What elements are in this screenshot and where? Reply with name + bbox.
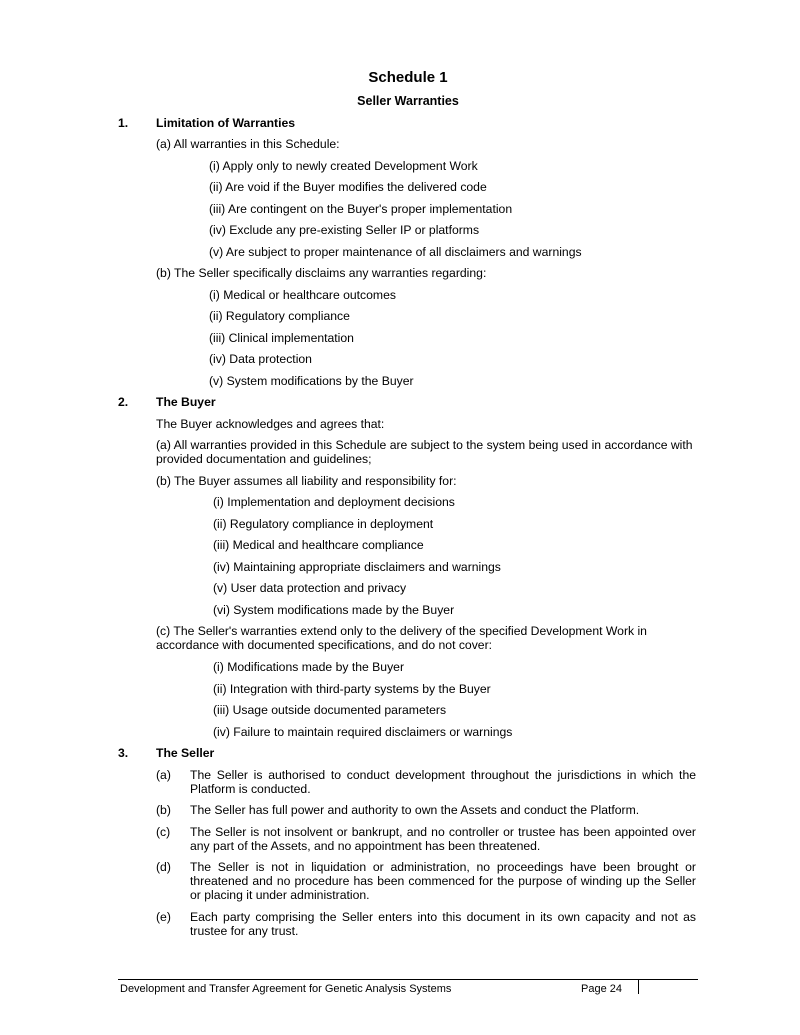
list-item: (ii) Integration with third-party systems by the Buyer [213,682,491,696]
section-3b-text: The Seller has full power and authority to own the Assets and conduct the Platform. [190,803,640,817]
list-item: (i) Implementation and deployment decisions [213,495,455,509]
section-3-number: 3. [118,746,129,760]
section-2-number: 2. [118,395,129,409]
list-item: (ii) Are void if the Buyer modifies the delivered code [209,180,487,194]
section-2a-text: (a) All warranties provided in this Schedule are subject to the system being used in accordance with provided documentation and guidelines; [156,438,693,466]
section-1-number: 1. [118,116,129,130]
section-2-intro: The Buyer acknowledges and agrees that: [156,417,385,431]
schedule-title: Schedule 1 [368,69,448,86]
list-item: (i) Medical or healthcare outcomes [209,288,396,302]
list-item: (iii) Are contingent on the Buyer's proper implementation [209,202,513,216]
list-item: (ii) Regulatory compliance in deployment [213,517,434,531]
list-item: (iv) Maintaining appropriate disclaimers and warnings [213,560,501,574]
section-1-heading: Limitation of Warranties [156,116,296,130]
list-item: (i) Apply only to newly created Development Work [209,159,478,173]
footer-divider [118,979,698,980]
list-item: (iii) Usage outside documented parameters [213,703,447,717]
list-item: (iv) Exclude any pre-existing Seller IP or platforms [209,223,480,237]
list-item: (v) Are subject to proper maintenance of all disclaimers and warnings [209,245,582,259]
section-2b-text: (b) The Buyer assumes all liability and responsibility for: [156,474,457,488]
list-item: (vi) System modifications made by the Buyer [213,603,455,617]
footer-page-number: Page 24 [581,983,622,995]
section-3e-text: Each party comprising the Seller enters into this document in its own capacity and not as trustee for any trust. [190,910,696,938]
section-3d-text: The Seller is not in liquidation or administration, no proceedings have been brought or threatened and no procedure has been commenced for the purpose of winding up the Seller or placing it under administration. [190,860,696,902]
list-item: (ii) Regulatory compliance [209,309,350,323]
list-item: (v) User data protection and privacy [213,581,407,595]
section-1b-text: (b) The Seller specifically disclaims any warranties regarding: [156,266,487,280]
list-item: (iii) Clinical implementation [209,331,354,345]
section-3-heading: The Seller [156,746,215,760]
list-item: (iv) Failure to maintain required disclaimers or warnings [213,725,513,739]
section-3b-label: (b) [156,803,171,817]
list-item: (i) Modifications made by the Buyer [213,660,405,674]
section-3c-text: The Seller is not insolvent or bankrupt, and no controller or trustee has been appointed over any part of the Assets, and no appointment has been threatened. [190,825,696,853]
section-1a-text: (a) All warranties in this Schedule: [156,137,340,151]
section-2c-text: (c) The Seller's warranties extend only to the delivery of the specified Development Work in accordance with documented specifications, and do not cover: [156,624,647,652]
section-3d-label: (d) [156,860,171,874]
footer-document-title: Development and Transfer Agreement for Genetic Analysis Systems [120,983,452,995]
section-3c-label: (c) [156,825,171,839]
footer-divider-tick [638,980,639,994]
section-3e-label: (e) [156,910,171,924]
section-3a-label: (a) [156,768,171,782]
list-item: (iii) Medical and healthcare compliance [213,538,424,552]
section-3a-text: The Seller is authorised to conduct development throughout the jurisdictions in which the Platform is conducted. [190,768,696,796]
section-2-heading: The Buyer [156,395,216,409]
list-item: (iv) Data protection [209,352,312,366]
schedule-subtitle: Seller Warranties [357,94,459,108]
list-item: (v) System modifications by the Buyer [209,374,414,388]
